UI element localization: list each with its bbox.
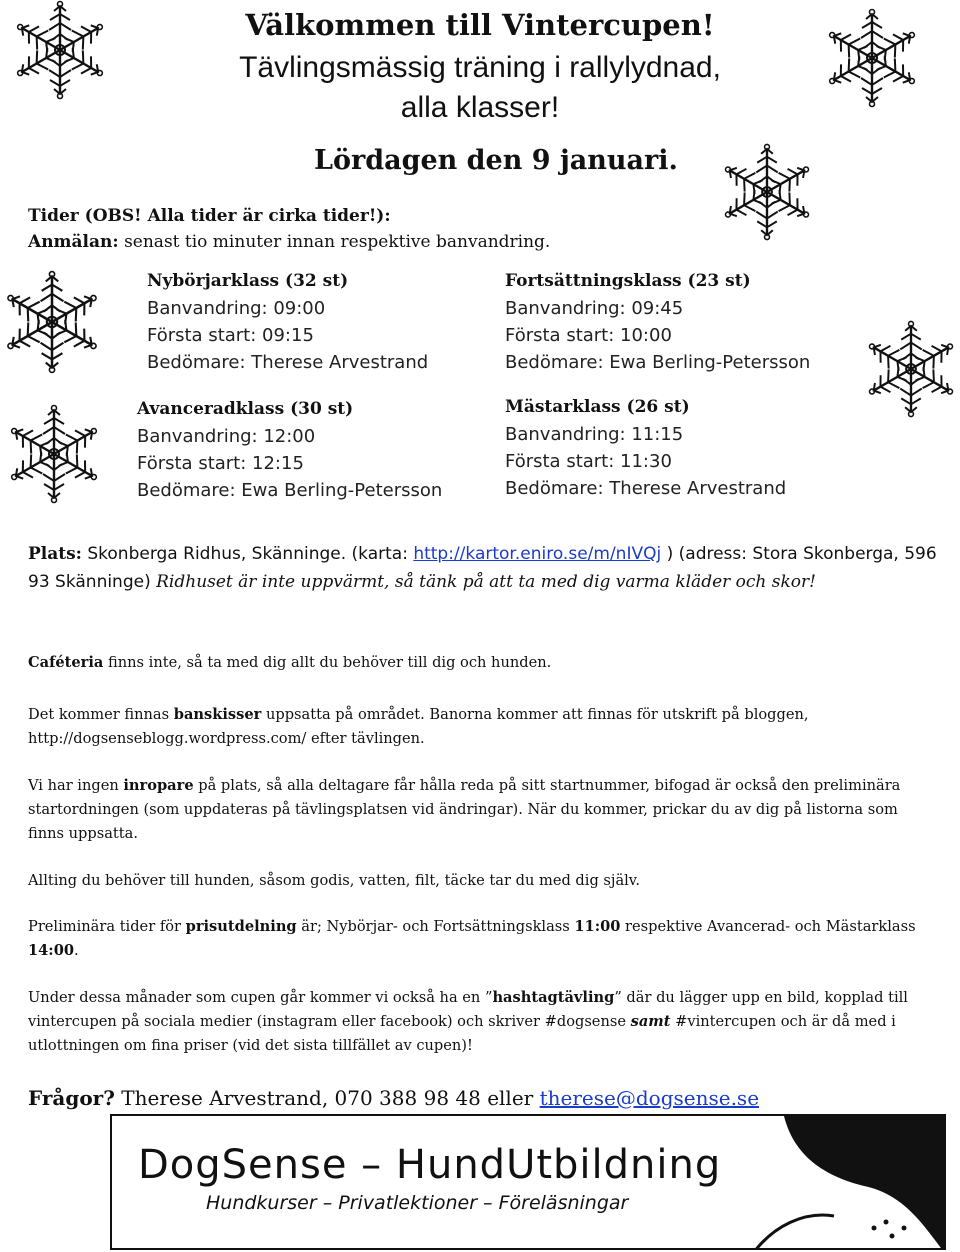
snowflake-icon <box>862 320 960 418</box>
anmalan-label: Anmälan: <box>28 232 119 252</box>
anmalan-text: senast tio minuter innan respektive banvandring. <box>118 232 551 252</box>
subtitle-line-1: Tävlingsmässig träning i rallylydnad, <box>239 51 721 84</box>
times-intro <box>28 203 550 255</box>
plats-text: Skonberga Ridhus, Skänninge. (karta: <box>81 544 414 564</box>
tider-label: Tider (OBS! Alla tider är cirka tider!): <box>28 206 391 226</box>
class-block-avancerad <box>137 396 442 504</box>
class-judge: Bedömare: Ewa Berling-Petersson <box>137 480 443 501</box>
class-title: Mästarklass (26 st) <box>505 397 690 417</box>
cafeteria-bold: Caféteria <box>28 654 104 671</box>
plats-label: Plats: <box>28 544 82 564</box>
pris-post: . <box>74 942 79 959</box>
fragor-text: Therese Arvestrand, 070 388 98 48 eller <box>114 1086 540 1110</box>
class-block-mastar <box>505 394 786 502</box>
hashtag-post: #vintercupen och är då med i utlottningen om fina priser (vid det sista tillfället av cupen)! <box>28 1013 896 1054</box>
hashtag-mid: ” där du lägger upp en bild, kopplad till vintercupen på sociala medier (instagram eller facebook) och skriver #dogsense <box>28 989 908 1030</box>
logo-subtitle: Hundkurser – Privatlektioner – Föreläsningar <box>206 1192 629 1214</box>
class-judge: Bedömare: Therese Arvestrand <box>505 478 787 499</box>
snowflake-icon <box>4 404 104 504</box>
hashtag-samt: samt <box>630 1013 671 1030</box>
banskisser-bold: banskisser <box>173 706 262 723</box>
prisutdelning-paragraph <box>28 915 933 963</box>
pris-pre: Preliminära tider för <box>28 918 186 935</box>
allting-paragraph: Allting du behöver till hunden, såsom godis, vatten, filt, täcke tar du med dig själv. <box>28 872 640 889</box>
inropare-post: på plats, så alla deltagare får hålla reda på sitt startnummer, bifogad är också den preliminära startordningen (som uppdateras på tävlingsplatsen vid ändringar). När du kommer, prickar du av dig på listorna som finns uppsatta. <box>28 777 901 842</box>
class-start: Första start: 10:00 <box>505 325 672 346</box>
class-title: Nybörjarklass (32 st) <box>147 271 349 291</box>
class-banvandring: Banvandring: 12:00 <box>137 426 316 447</box>
event-date: Lördagen den 9 januari. <box>314 145 678 176</box>
fragor-label: Frågor? <box>28 1086 115 1110</box>
location-paragraph <box>28 540 938 596</box>
pris-mid1: är; Nybörjar- och Fortsättningsklass <box>296 918 575 935</box>
inropare-pre: Vi har ingen <box>28 777 124 794</box>
pris-time-2: 14:00 <box>28 942 75 959</box>
map-link[interactable]: http://kartor.eniro.se/m/nIVQj <box>413 544 662 564</box>
class-banvandring: Banvandring: 11:15 <box>505 424 684 445</box>
class-banvandring: Banvandring: 09:45 <box>505 298 684 319</box>
questions-line <box>28 1086 759 1110</box>
class-start: Första start: 12:15 <box>137 453 304 474</box>
banskisser-paragraph <box>28 703 933 751</box>
class-title: Fortsättningsklass (23 st) <box>505 271 751 291</box>
class-judge: Bedömare: Ewa Berling-Petersson <box>505 352 811 373</box>
cafeteria-paragraph <box>28 651 933 675</box>
dogsense-logo <box>110 1114 946 1250</box>
cafeteria-text: finns inte, så ta med dig allt du behöver till dig och hunden. <box>103 654 552 671</box>
email-link[interactable]: therese@dogsense.se <box>539 1086 760 1110</box>
class-title: Avanceradklass (30 st) <box>137 399 354 419</box>
pris-time-1: 11:00 <box>574 918 621 935</box>
pris-bold: prisutdelning <box>185 918 297 935</box>
class-start: Första start: 09:15 <box>147 325 314 346</box>
class-block-fortsattning <box>505 268 810 376</box>
inropare-paragraph <box>28 774 933 846</box>
hashtag-bold: hashtagtävling <box>492 989 615 1006</box>
inropare-bold: inropare <box>123 777 194 794</box>
hashtag-pre: Under dessa månader som cupen går kommer vi också ha en ” <box>28 989 493 1006</box>
dog-face-icon <box>754 1116 944 1250</box>
plats-note: Ridhuset är inte uppvärmt, så tänk på att ta med dig varma kläder och skor! <box>156 572 816 592</box>
hashtag-paragraph <box>28 986 933 1058</box>
snowflake-icon <box>0 270 104 374</box>
class-block-nyborjar <box>147 268 428 376</box>
page-title: Välkommen till Vintercupen! <box>245 8 715 42</box>
class-banvandring: Banvandring: 09:00 <box>147 298 326 319</box>
page-subtitle <box>0 48 960 128</box>
banskisser-pre: Det kommer finnas <box>28 706 174 723</box>
banskisser-post: uppsatta på området. Banorna kommer att finnas för utskrift på bloggen, http://dogsenseblogg.wordpress.com/ efter tävlingen. <box>28 706 809 747</box>
subtitle-line-2: alla klasser! <box>400 91 560 124</box>
class-judge: Bedömare: Therese Arvestrand <box>147 352 429 373</box>
logo-title: DogSense – HundUtbildning <box>138 1142 722 1188</box>
plats-address: ) (adress: Stora Skonberga, 596 93 Skänninge) <box>28 544 937 592</box>
pris-mid2: respektive Avancerad- och Mästarklass <box>620 918 916 935</box>
class-start: Första start: 11:30 <box>505 451 672 472</box>
snowflake-icon <box>718 143 816 241</box>
